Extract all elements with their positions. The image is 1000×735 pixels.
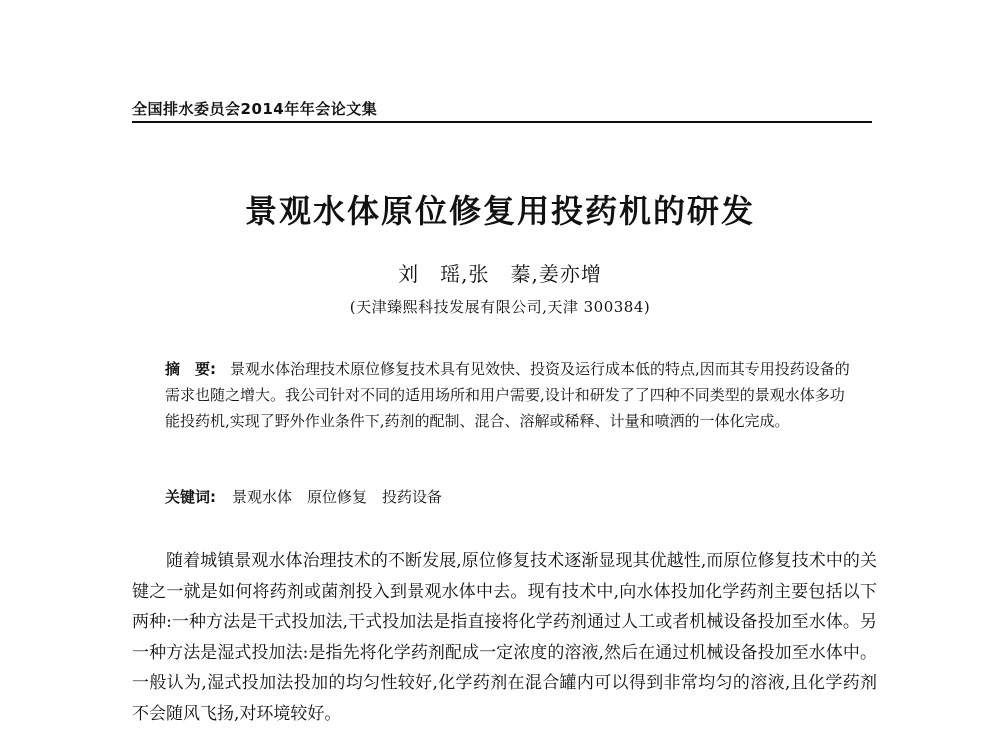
header-divider (132, 121, 872, 123)
abstract-label: 摘 要: (165, 360, 216, 378)
abstract (165, 356, 855, 434)
paper-title: 景观水体原位修复用投药机的研发 (244, 192, 755, 230)
keywords (165, 486, 855, 507)
body-paragraph: 随着城镇景观水体治理技术的不断发展,原位修复技术逐渐显现其优越性,而原位修复技术中的关键之一就是如何将药剂或菌剂投入到景观水体中去。现有技术中,向水体投加化学药剂主要包括以下两种:一种方法是干式投加法,干式投加法是指直接将化学药剂通过人工或者机械设备投加至水体。另一种方法是湿式投加法:是指先将化学药剂配成一定浓度的溶液,然后在通过机械设备投加至水体中。一般认为,湿式投加法投加的均匀性较好,化学药剂在混合罐内可以得到非常均匀的溶液,且化学药剂不会随风飞扬,对环境较好。 (132, 551, 877, 724)
keywords-label: 关键词: (165, 488, 216, 506)
affiliation: (天津臻熙科技发展有限公司,天津 300384) (349, 298, 651, 316)
abstract-text: 景观水体治理技术原位修复技术具有见效快、投资及运行成本低的特点,因而其专用投药设备的需求也随之增大。我公司针对不同的适用场所和用户需要,设计和研发了了四种不同类型的景观水体多功能投药机,实现了野外作业条件下,药剂的配制、混合、溶解或稀释、计量和喷洒的一体化完成。 (165, 360, 850, 430)
author-list: 刘 瑶,张 蓁,姜亦增 (398, 262, 602, 286)
keywords-text: 景观水体 原位修复 投药设备 (232, 488, 443, 506)
running-header: 全国排水委员会2014年年会论文集 (132, 100, 378, 118)
